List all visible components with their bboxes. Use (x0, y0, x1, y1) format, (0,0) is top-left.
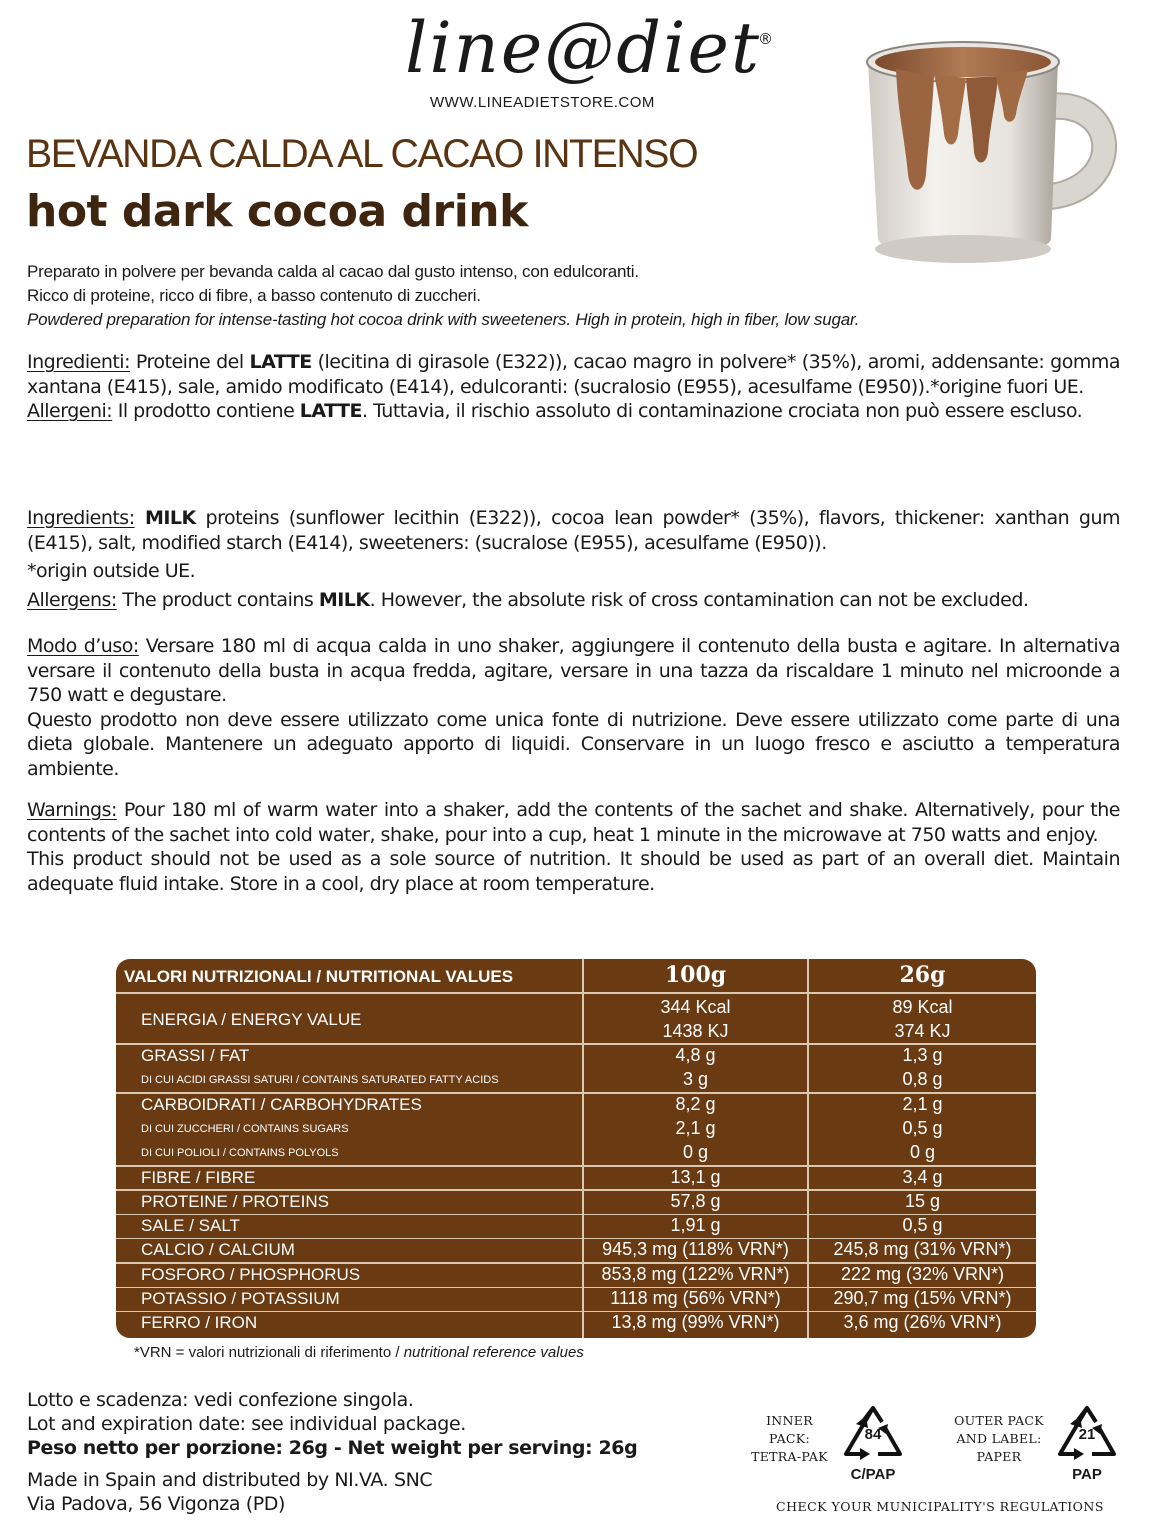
nutrient-value-26g: 2,1 g (902, 1093, 943, 1114)
brand-logo (405, 2, 775, 94)
ingredients-text: Proteine del (130, 351, 250, 373)
ingredients-label: Ingredients: (27, 507, 135, 529)
nutrient-value-26g: 0,5 g (902, 1117, 943, 1138)
municipality-notice: CHECK YOUR MUNICIPALITY'S REGULATIONS (776, 1499, 1104, 1514)
origin-note: *origin outside UE. (27, 560, 196, 583)
nutrient-value-100g: 3 g (682, 1069, 709, 1090)
allergens-label: Allergens: (27, 588, 117, 611)
nutrient-value-26g: 3,4 g (902, 1166, 943, 1187)
nutrient-name: DI CUI ACIDI GRASSI SATURI / CONTAINS SATURATED FATTY ACIDS (141, 1074, 499, 1087)
nutrient-value-26g: 15 g (904, 1190, 941, 1211)
nutrient-name: DI CUI POLIOLI / CONTAINS POLYOLS (141, 1147, 339, 1160)
nutrient-value-26g: 222 mg (32% VRN*) (840, 1263, 1005, 1284)
usage-text: Versare 180 ml di acqua calda in uno shaker, aggiungere il contenuto della busta e agitare. In alternativa versare il contenuto della busta in acqua fredda, agitare, versare in una tazza da riscaldare 1 minuto nel microonde a 750 watt e degustare. (27, 635, 1121, 707)
outer-label-line: AND LABEL: (956, 1431, 1042, 1446)
nutrient-value-100g: 1,91 g (670, 1215, 721, 1236)
nutrient-value-26g: 3,6 mg (26% VRN*) (843, 1312, 1002, 1333)
nutrient-value-26g: 290,7 mg (15% VRN*) (833, 1288, 1012, 1308)
inner-label-line: INNER (766, 1413, 813, 1428)
nutrient-name: CARBOIDRATI / CARBOHYDRATES (141, 1094, 422, 1114)
ingredients-text: (lecitina di girasole (E322)), cacao magro in polvere* (35%), aromi, addensante: gomma xantana (E415), sale, amido modificato (E414), edulcoranti: (sucralosio (E955), acesulfame (E950)).*origine fuori UE. (27, 351, 1120, 398)
made-in: Made in Spain and distributed by NI.VA. SNC (27, 1469, 433, 1491)
product-description (27, 260, 1137, 332)
allergens-italian (27, 399, 1120, 424)
usage-text: Pour 180 ml of warm water into a shaker, add the contents of the sachet and shake. Alternatively, pour the contents of the sachet into cold water, shake, pour into a cup, heat 1 minute in the microwave at 750 watts and enjoy. (27, 799, 1120, 846)
energy-kcal-100g: 344 Kcal (660, 997, 731, 1017)
ingredients-english-section (27, 506, 1120, 612)
nutrient-name: SALE / SALT (141, 1216, 240, 1236)
nutrient-name: PROTEINE / PROTEINS (141, 1191, 329, 1211)
footnote-english: nutritional reference values (403, 1344, 584, 1361)
table-header-100g: 100g (664, 962, 727, 988)
table-header-name: VALORI NUTRIZIONALI / NUTRITIONAL VALUES (124, 967, 514, 986)
outer-recycling-number: 21 (1078, 1426, 1096, 1443)
allergen-highlight: MILK (318, 588, 370, 611)
allergens-text: . Tuttavia, il rischio assoluto di contaminazione crociata non può essere escluso. (361, 400, 1083, 423)
nutrient-value-26g: 1,3 g (902, 1045, 943, 1065)
lot-english: Lot and expiration date: see individual package. (27, 1413, 466, 1435)
usage-english-note: This product should not be used as a sole source of nutrition. It should be used as part of an overall diet. Maintain adequate fluid intake. Store in a cool, dry place at room temperature. (27, 848, 1120, 895)
inner-label-line: PACK: (769, 1431, 810, 1446)
cocoa-mug-icon (846, 24, 1136, 274)
net-weight: Peso netto per porzione: 26g - Net weight per serving: 26g (27, 1437, 638, 1459)
nutrient-value-100g: 853,8 mg (122% VRN*) (601, 1263, 790, 1284)
ingredients-english (27, 506, 1120, 555)
warnings-label: Warnings: (27, 799, 117, 821)
energy-label: ENERGIA / ENERGY VALUE (141, 1010, 362, 1029)
energy-kj-26g: 374 KJ (894, 1021, 951, 1041)
energy-kcal-26g: 89 Kcal (892, 997, 953, 1017)
nutrient-value-100g: 945,3 mg (118% VRN*) (602, 1239, 789, 1260)
allergens-text: The product contains (116, 588, 319, 611)
ingredients-text: proteins (sunflower lecithin (E322)), cocoa lean powder* (35%), flavors, thickener: xanthan gum (E415), salt, modified starch (E414), sweeteners: (sucralose (E955), acesulfame (E950)). (27, 507, 1120, 554)
usage-english-section (27, 798, 1120, 896)
ingredients-label: Ingredienti: (27, 351, 130, 373)
usage-label: Modo d’uso: (27, 635, 139, 657)
nutrition-table (116, 959, 1036, 1338)
product-title-italian: BEVANDA CALDA AL CACAO INTENSO (26, 132, 698, 176)
ingredients-italian (27, 350, 1120, 399)
nutrient-value-100g: 13,1 g (670, 1166, 721, 1187)
registered-mark: ® (758, 30, 773, 48)
table-header-26g: 26g (899, 962, 946, 988)
nutrient-name: FOSFORO / PHOSPHORUS (141, 1264, 361, 1284)
nutrient-value-100g: 0 g (682, 1142, 709, 1163)
nutrient-value-100g: 57,8 g (670, 1190, 721, 1211)
outer-label-line: PAPER (976, 1449, 1022, 1464)
allergen-highlight: MILK (134, 507, 196, 529)
logo-text: line@diet (405, 7, 762, 89)
nutrient-name: CALCIO / CALCIUM (141, 1240, 295, 1260)
vrn-footnote (134, 1344, 584, 1361)
lot-italian: Lotto e scadenza: vedi confezione singola. (27, 1389, 414, 1411)
nutrient-name: DI CUI ZUCCHERI / CONTAINS SUGARS (141, 1122, 349, 1135)
allergens-text: Il prodotto contiene (112, 400, 300, 423)
nutrient-value-26g: 245,8 mg (31% VRN*) (833, 1239, 1012, 1260)
inner-label-line: TETRA-PAK (751, 1449, 828, 1464)
nutrient-value-26g: 0,8 g (902, 1069, 943, 1090)
allergens-label: Allergeni: (27, 400, 113, 423)
product-title-english: hot dark cocoa drink (26, 186, 528, 237)
description-line-english: Powdered preparation for intense-tasting hot cocoa drink with sweeteners. High in protein, high in fiber, low sugar. (27, 310, 860, 329)
inner-recycling-code: C/PAP (850, 1466, 896, 1483)
energy-kj-100g: 1438 KJ (662, 1021, 729, 1041)
allergen-highlight: LATTE (249, 351, 312, 373)
nutrient-value-100g: 13,8 mg (99% VRN*) (611, 1312, 780, 1333)
allergens-text: . However, the absolute risk of cross contamination can not be excluded. (369, 588, 1029, 611)
nutrient-name: GRASSI / FAT (141, 1046, 250, 1065)
description-line: Preparato in polvere per bevanda calda al cacao dal gusto intenso, con edulcoranti. (27, 262, 639, 281)
usage-italian (27, 634, 1120, 708)
ingredients-italian-section (27, 350, 1120, 424)
outer-recycling-code: PAP (1072, 1466, 1102, 1483)
outer-label-line: OUTER PACK (954, 1413, 1044, 1428)
nutrient-value-100g: 1118 mg (56% VRN*) (610, 1288, 781, 1308)
website-url: WWW.LINEADIETSTORE.COM (430, 94, 655, 111)
nutrient-value-100g: 8,2 g (675, 1093, 716, 1114)
row-divider (116, 992, 1036, 994)
nutrient-name: FERRO / IRON (141, 1313, 258, 1333)
allergen-highlight: LATTE (299, 400, 362, 423)
address: Via Padova, 56 Vigonza (PD) (27, 1493, 286, 1515)
allergens-english (27, 588, 1120, 613)
nutrient-name: POTASSIO / POTASSIUM (141, 1289, 340, 1308)
description-line: Ricco di proteine, ricco di fibre, a basso contenuto di zuccheri. (27, 286, 481, 305)
usage-english (27, 798, 1120, 847)
nutrient-name: FIBRE / FIBRE (141, 1167, 256, 1187)
inner-recycling-number: 84 (864, 1426, 882, 1443)
footnote-italian: *VRN = valori nutrizionali di riferimento / (134, 1344, 404, 1361)
recycling-outer-label (940, 1412, 1058, 1466)
nutrient-value-100g: 2,1 g (675, 1117, 716, 1138)
nutrient-value-100g: 4,8 g (675, 1045, 716, 1065)
usage-italian-section (27, 634, 1120, 782)
usage-italian-note: Questo prodotto non deve essere utilizzato come unica fonte di nutrizione. Deve essere utilizzato come parte di una dieta globale. Mantenere un adeguato apporto di liquidi. Conservare in un luogo fresco e asciutto a temperatura ambiente. (27, 708, 1120, 780)
nutrient-value-26g: 0,5 g (902, 1215, 943, 1236)
recycling-inner-label (742, 1412, 837, 1466)
nutrient-value-26g: 0 g (909, 1142, 936, 1163)
